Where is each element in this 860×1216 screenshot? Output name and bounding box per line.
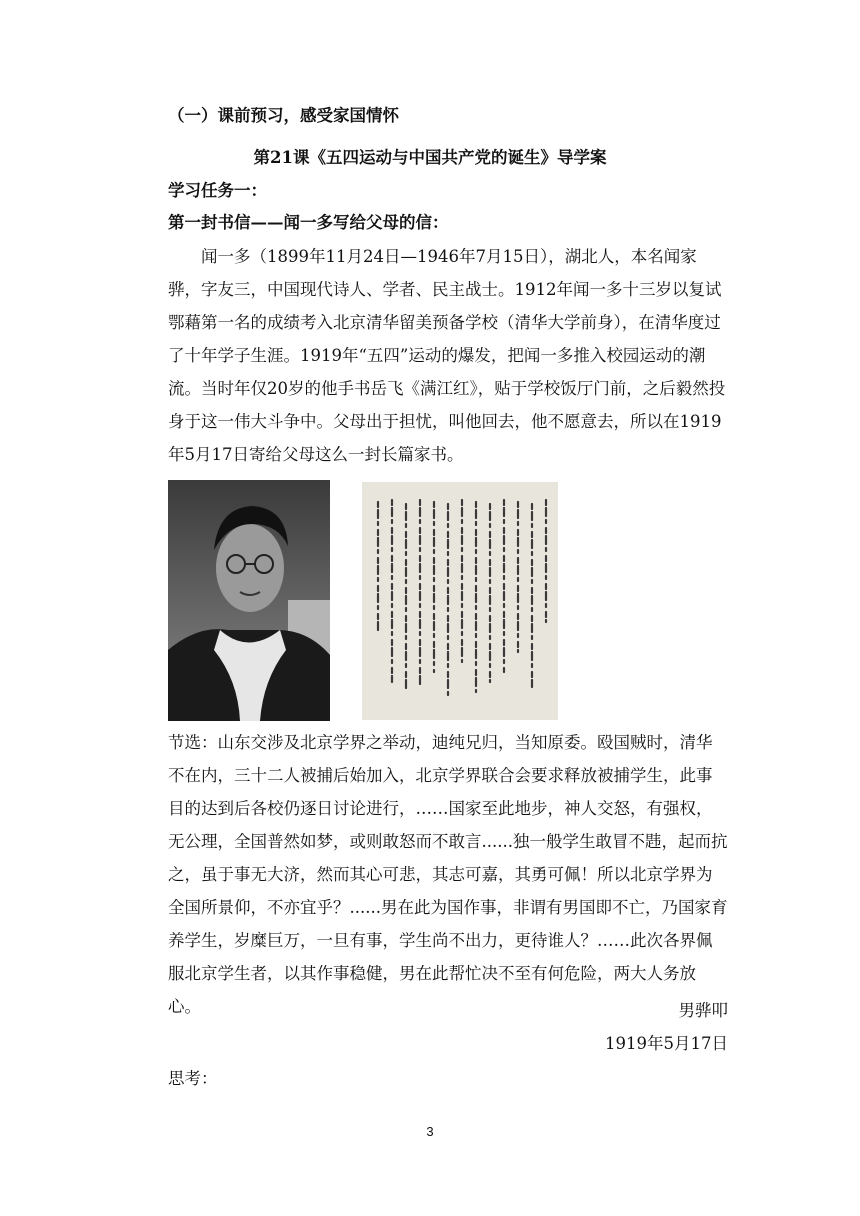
intro-paragraph: 闻一多（1899年11月24日—1946年7月15日），湖北人，本名闻家骅，字友三，中国现代诗人、学者、民主战士。1912年闻一多十三岁以复试鄂藉第一名的成绩考入北京清华留美预备学校（清华大学前身），在清华度过了十年学子生涯。1919年“五四”运动的爆发，把闻一多推入校园运动的潮流。当时年仅20岁的他手书岳飞《满江红》，贴于学校饭厅门前，之后毅然投身于这一伟大斗争中。父母出于担忧，叫他回去，他不愿意去，所以在1919年5月17日寄给父母这么一封长篇家书。 bbox=[168, 247, 726, 464]
letter-date: 1919年5月17日 bbox=[605, 1034, 728, 1053]
signature: 男骅叩 bbox=[678, 1001, 728, 1020]
portrait-photo bbox=[168, 480, 330, 721]
section-heading: （一）课前预习，感受家国情怀 bbox=[168, 106, 399, 125]
excerpt-paragraph: 节选：山东交涉及北京学界之举动，迪纯兄归，当知原委。殴国贼时，清华不在内，三十二人被捕后始加入，北京学界联合会要求释放被捕学生，此事目的达到后各校仍逐日讨论进行，……国家至此地步，神人交怒，有强权，无公理，全国普然如梦，或则敢怒而不敢言......独一般学生敢冒不韪，起而抗之，虽于事无大济，然而其心可悲，其志可嘉，其勇可佩！所以北京学界为全国所景仰，不亦宜乎？......男在此为国作事，非谓有男国即不亡，乃国家育养学生，岁糜巨万，一旦有事，学生尚不出力，更待谁人？……此次各界佩服北京学生者，以其作事稳健，男在此帮忙决不至有何危险，两大人务放心。 bbox=[168, 733, 728, 1016]
letter-title: 第一封书信——闻一多写给父母的信： bbox=[168, 213, 449, 232]
lesson-title: 第21课《五四运动与中国共产党的诞生》导学案 bbox=[253, 148, 607, 167]
task-label: 学习任务一： bbox=[168, 181, 267, 200]
think-label: 思考： bbox=[168, 1069, 218, 1088]
handwritten-letter-image bbox=[362, 482, 558, 720]
page-number: 3 bbox=[426, 1124, 434, 1139]
